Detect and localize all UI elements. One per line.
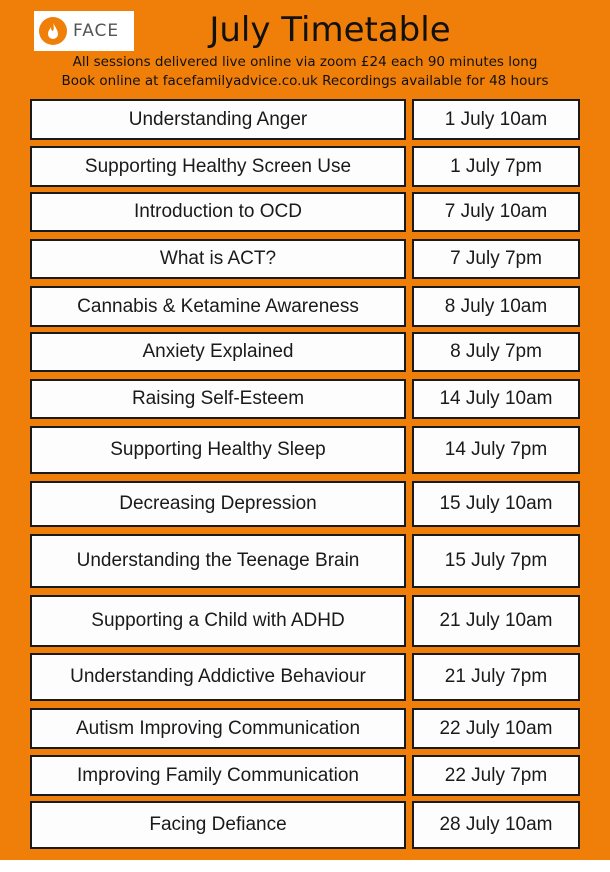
session-date: 15 July 7pm — [412, 534, 580, 588]
session-title: Autism Improving Communication — [30, 708, 406, 749]
page-title: July Timetable — [209, 10, 451, 50]
session-date: 21 July 10am — [412, 595, 580, 647]
session-date: 15 July 10am — [412, 481, 580, 527]
session-date: 1 July 10am — [412, 99, 580, 140]
session-title: Decreasing Depression — [30, 481, 406, 527]
session-date: 8 July 7pm — [412, 332, 580, 372]
session-date: 1 July 7pm — [412, 146, 580, 187]
session-title: Understanding Addictive Behaviour — [30, 653, 406, 701]
session-info-text: All sessions delivered live online via zoom £24 each 90 minutes long — [72, 54, 538, 70]
session-title: Supporting Healthy Screen Use — [30, 146, 406, 187]
session-date: 7 July 7pm — [412, 239, 580, 279]
session-title: Improving Family Communication — [30, 755, 406, 796]
session-title: Facing Defiance — [30, 801, 406, 849]
session-date: 8 July 10am — [412, 286, 580, 327]
session-date: 22 July 7pm — [412, 755, 580, 796]
session-date: 14 July 7pm — [412, 426, 580, 474]
session-title: What is ACT? — [30, 239, 406, 279]
session-title: Understanding the Teenage Brain — [30, 534, 406, 588]
session-title: Understanding Anger — [30, 99, 406, 140]
session-date: 28 July 10am — [412, 801, 580, 849]
booking-info-text: Book online at facefamilyadvice.co.uk Recordings available for 48 hours — [61, 73, 549, 89]
session-date: 22 July 10am — [412, 708, 580, 749]
session-date: 7 July 10am — [412, 192, 580, 232]
session-date: 14 July 10am — [412, 379, 580, 419]
session-title: Supporting a Child with ADHD — [30, 595, 406, 647]
session-title: Anxiety Explained — [30, 332, 406, 372]
session-date: 21 July 7pm — [412, 653, 580, 701]
session-title: Introduction to OCD — [30, 192, 406, 232]
logo-text: FACE — [73, 21, 120, 41]
session-title: Supporting Healthy Sleep — [30, 426, 406, 474]
session-title: Raising Self-Esteem — [30, 379, 406, 419]
session-title: Cannabis & Ketamine Awareness — [30, 286, 406, 327]
